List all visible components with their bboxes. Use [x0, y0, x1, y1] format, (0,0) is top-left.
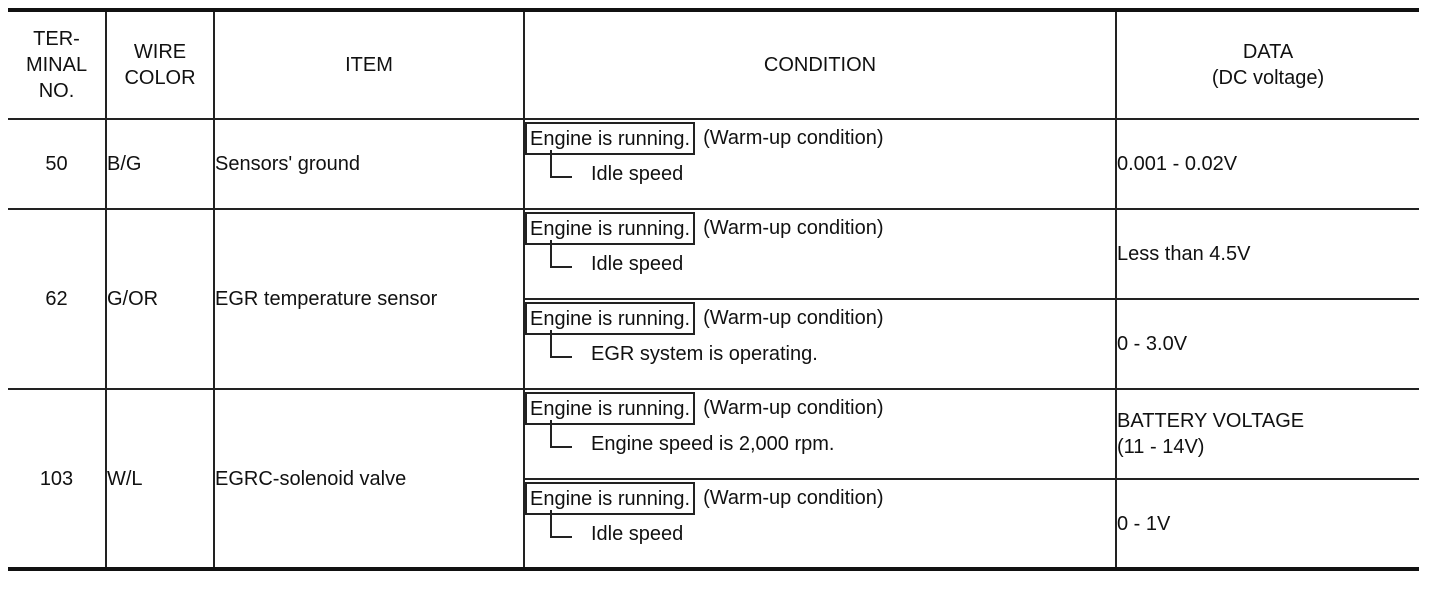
data-line: 0 - 1V — [1117, 512, 1171, 535]
data-line: BATTERY VOLTAGE — [1117, 410, 1305, 432]
condition-cell — [524, 389, 1116, 479]
condition-cell — [524, 119, 1116, 209]
condition-sub: Engine speed is 2,000 rpm. — [591, 433, 835, 455]
data-value — [1116, 479, 1419, 569]
data-value — [1116, 389, 1419, 479]
header-wire-color — [106, 10, 214, 119]
tree-elbow-connector — [550, 240, 572, 268]
condition-suffix: (Warm-up condition) — [703, 127, 884, 149]
data-line: 0.001 - 0.02V — [1117, 153, 1238, 175]
condition-cell — [524, 209, 1116, 299]
header-terminal-line: TER- — [33, 28, 80, 50]
condition-sub: EGR system is operating. — [591, 343, 818, 365]
condition-suffix: (Warm-up condition) — [703, 487, 884, 509]
wire-color: B/G — [106, 119, 214, 209]
terminal-number: 62 — [8, 209, 106, 389]
tree-elbow-connector — [550, 420, 572, 448]
table-row — [8, 119, 1419, 209]
table-row — [8, 389, 1419, 479]
wire-color: W/L — [106, 389, 214, 569]
condition-sub: Idle speed — [591, 523, 684, 545]
condition-sub: Idle speed — [591, 253, 684, 275]
header-terminal-no — [8, 10, 106, 119]
data-line: Less than 4.5V — [1117, 243, 1251, 265]
condition-sub: Idle speed — [591, 163, 684, 185]
condition-boxed-label: Engine is running. — [525, 212, 695, 245]
item-name: EGRC-solenoid valve — [214, 389, 524, 569]
header-row — [8, 10, 1419, 119]
table-row — [8, 209, 1419, 299]
condition-boxed-label: Engine is running. — [525, 122, 695, 155]
wire-color: G/OR — [106, 209, 214, 389]
header-data — [1116, 10, 1419, 119]
header-item: ITEM — [214, 10, 524, 119]
condition-suffix: (Warm-up condition) — [703, 217, 884, 239]
item-name: EGR temperature sensor — [214, 209, 524, 389]
header-wire-line: COLOR — [124, 67, 196, 89]
item-name: Sensors' ground — [214, 119, 524, 209]
terminal-spec-table — [8, 8, 1419, 571]
data-value — [1116, 119, 1419, 209]
header-data-line: DATA — [1242, 41, 1294, 63]
condition-cell — [524, 479, 1116, 569]
terminal-number: 103 — [8, 389, 106, 569]
condition-cell — [524, 299, 1116, 389]
data-line: (11 - 14V) — [1117, 436, 1205, 458]
tree-elbow-connector — [550, 150, 572, 178]
tree-elbow-connector — [550, 510, 572, 538]
data-value — [1116, 299, 1419, 389]
header-wire-line: WIRE — [133, 41, 187, 63]
header-data-line: (DC voltage) — [1211, 67, 1325, 89]
terminal-number: 50 — [8, 119, 106, 209]
header-terminal-line: MINAL — [25, 54, 88, 76]
tree-elbow-connector — [550, 330, 572, 358]
condition-boxed-label: Engine is running. — [525, 302, 695, 335]
condition-boxed-label: Engine is running. — [525, 482, 695, 515]
data-value — [1116, 209, 1419, 299]
condition-boxed-label: Engine is running. — [525, 392, 695, 425]
condition-suffix: (Warm-up condition) — [703, 397, 884, 419]
header-terminal-line: NO. — [38, 80, 75, 102]
header-condition: CONDITION — [524, 10, 1116, 119]
data-line: 0 - 3.0V — [1117, 333, 1188, 355]
condition-suffix: (Warm-up condition) — [703, 307, 884, 329]
